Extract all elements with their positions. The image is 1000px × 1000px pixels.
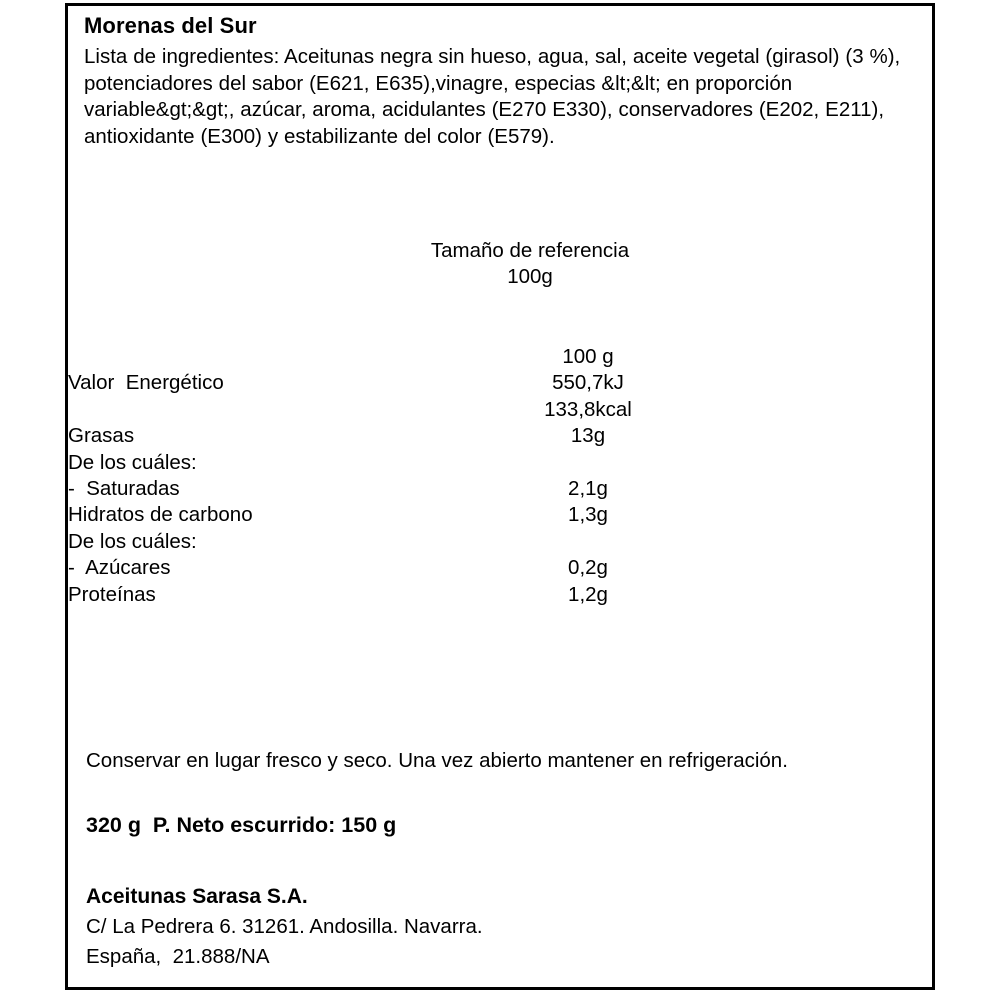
- table-spacer-cell: [708, 370, 932, 396]
- table-row: [68, 423, 932, 449]
- table-row: [68, 397, 932, 423]
- nutrition-header-label: [68, 344, 468, 370]
- product-label-frame: [65, 3, 935, 990]
- label-inner-content: [68, 6, 932, 987]
- nutrient-label: - Saturadas: [68, 477, 180, 501]
- company-name: Aceitunas Sarasa S.A.: [86, 885, 308, 908]
- table-spacer-cell: [708, 476, 932, 502]
- nutrition-table: [68, 344, 932, 608]
- nutrient-label: Valor Energético: [68, 371, 224, 395]
- table-row: [68, 582, 932, 608]
- nutrient-label: Hidratos de carbono: [68, 503, 253, 527]
- table-row-header: [68, 344, 932, 370]
- serving-reference-size: 100g: [507, 265, 553, 288]
- nutrition-table-body: [68, 344, 932, 608]
- table-spacer-cell: [708, 502, 932, 528]
- table-spacer-cell: [708, 423, 932, 449]
- nutrient-label: - Azúcares: [68, 556, 171, 580]
- nutrient-value: [468, 450, 708, 476]
- nutrient-value: 550,7kJ: [552, 371, 624, 395]
- serving-reference-label: Tamaño de referencia: [430, 239, 630, 262]
- table-row: [68, 555, 932, 581]
- nutrient-label: Proteínas: [68, 582, 156, 606]
- nutrient-value: 13g: [570, 424, 606, 448]
- table-row: [68, 370, 932, 396]
- storage-instructions: Conservar en lugar fresco y seco. Una vez abierto mantener en refrigeración.: [86, 749, 788, 772]
- table-spacer-cell: [708, 450, 932, 476]
- table-spacer-cell: [708, 344, 932, 370]
- table-row: [68, 476, 932, 502]
- footer-section: [68, 748, 932, 972]
- nutrient-label: De los cuáles:: [68, 450, 197, 474]
- ingredients-list: Lista de ingredientes: Aceitunas negra sin hueso, agua, sal, aceite vegetal (girasol) (3 %), potenciadores del sabor (E621, E635),vinagre, especias &lt;&lt; en proporción variable&gt;&gt;, azúcar, aroma, acidulantes (E270 E330), conservadores (E202, E211), antioxidante (E300) y estabilizante del color (E579).: [84, 45, 901, 148]
- page-title: Morenas del Sur: [84, 13, 257, 38]
- nutrient-value: 133,8kcal: [544, 397, 632, 421]
- table-row: [68, 450, 932, 476]
- table-spacer-cell: [708, 529, 932, 555]
- nutrient-label: [68, 397, 468, 423]
- nutrient-value: 0,2g: [568, 556, 608, 580]
- nutrition-section: [68, 238, 932, 608]
- nutrition-column-header: 100 g: [562, 345, 614, 368]
- table-spacer-cell: [708, 397, 932, 423]
- nutrient-value: [468, 529, 708, 555]
- nutrient-value: 2,1g: [568, 477, 608, 501]
- nutrient-label: De los cuáles:: [68, 529, 197, 553]
- table-row: [68, 529, 932, 555]
- nutrient-value: 1,2g: [568, 582, 608, 606]
- table-row: [68, 502, 932, 528]
- net-weight-line: 320 g P. Neto escurrido: 150 g: [86, 813, 397, 837]
- table-spacer-cell: [708, 555, 932, 581]
- company-block: [84, 882, 916, 972]
- company-address: C/ La Pedrera 6. 31261. Andosilla. Navarra.: [86, 915, 483, 938]
- table-spacer-cell: [708, 582, 932, 608]
- nutrient-value: 1,3g: [568, 503, 608, 527]
- nutrient-label: Grasas: [68, 424, 135, 448]
- company-country: España, 21.888/NA: [86, 945, 270, 968]
